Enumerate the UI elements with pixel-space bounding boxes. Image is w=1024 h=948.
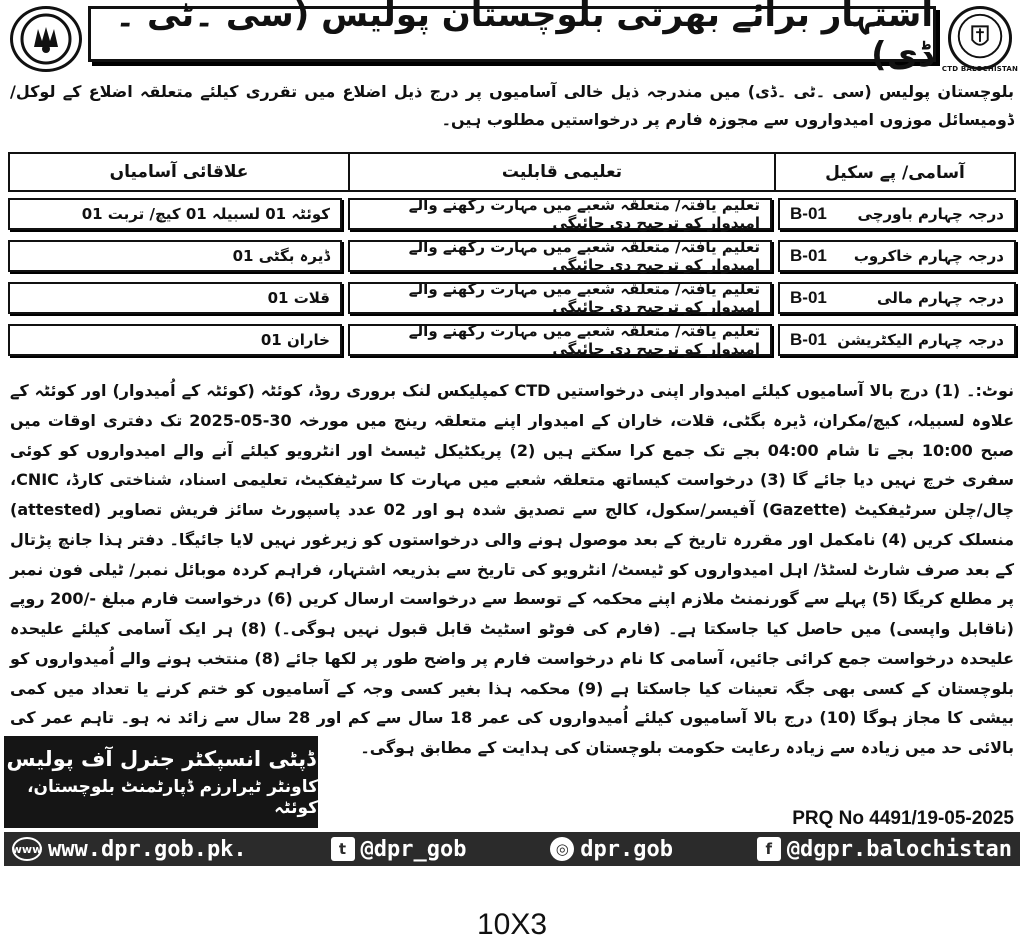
qualification-cell: تعلیم یافتہ/ متعلقہ شعبے میں مہارت رکھنے والے امیدوار کو ترجیح دی جائیگی [348, 324, 772, 356]
instagram-link[interactable] [550, 837, 673, 862]
facebook-link[interactable] [757, 837, 1012, 862]
instagram-icon: ◎ [550, 837, 574, 861]
table-row [8, 198, 1016, 234]
ctd-balochistan-logo [941, 6, 1019, 73]
posts-table [8, 152, 1016, 360]
post-name: درجہ چہارم خاکروب [853, 247, 1004, 265]
notes-paragraph: نوٹ:۔ (1) درج بالا آسامیوں کیلئے امیدوار اپنی درخواستیں CTD کمپلیکس لنک بروری روڈ، کوئٹہ (کوئٹہ کے اُمیدوار) اور کوئٹہ کے علاوہ لسبیلہ، کیچ/مکران، ڈیرہ بگٹی، قلات، خاران کے امیدوار اپنے متعلقہ رینج میں مورخہ 30-05-2025 تک دفتری اوقات میں صبح 10:00 بجے تا شام 04:00 بجے تک جمع کرا سکتے ہیں (2) پریکٹیکل ٹیسٹ اور انٹرویو کیلئے آنے والے امیدواروں کو کوئی سفری خرچ نہیں دیا جائے گا (3) درخواست کیساتھ متعلقہ شعبے میں مہارت کا سرٹیفکیٹ، تعلیمی اسناد، شناختی کارڈ، CNIC، چال/چلن سرٹیفکیٹ (Gazette) آفیسر/سکول، کالج سے تصدیق شدہ ہو اور 02 عدد پاسپورٹ سائز فریش تصاویر (attested) منسلک کریں (4) نامکمل اور مقررہ تاریخ کے بعد موصول ہونے والی درخواستوں کو زیرغور نہیں لایا جائیگا۔ دفتر ہذا جانچ پڑتال کے بعد صرف شارٹ لسٹڈ/ اہل امیدواروں کو ٹیسٹ/ انٹرویو کی تاریخ سے بذریعہ اشتہار، فراہم کردہ موبائل نمبر/ ٹیلی فون نمبر پر مطلع کریگا (5) پہلے سے گورنمنٹ ملازم اپنے محکمہ کے توسط سے درخواست ارسال کریں (6) درخواست فارم مبلغ -/200 روپے (ناقابل واپسی) میں حاصل کیا جاسکتا ہے۔ (فارم کی فوٹو اسٹیٹ قابل قبول نہیں ہوگی۔) (8) ہر ایک آسامی کیلئے علیحدہ علیحدہ درخواست جمع کرائی جائیں، آسامی کا نام درخواست فارم پر واضح طور پر لکھا جائے (8) منتخب ہونے والے اُمیدواروں کو بلوچستان کے کسی بھی جگہ تعینات کیا جاسکتا ہے (9) محکمہ ہذا بغیر کسی وجہ کے آسامیوں کو ختم کرنے یا تعداد میں کمی بیشی کا مجاز ہوگا (10) درج بالا آسامیوں کیلئے اُمیدواروں کی عمر 18 سال سے کم اور 28 سال سے زائد نہ ہو۔ تاہم عمر کی بالائی حد میں زیادہ سے زیادہ رعایت حکومت بلوچستان کی ہدایت کے مطابق ہوگی۔ [10, 381, 1015, 757]
intro-paragraph: بلوچستان پولیس (سی ۔ٹی ۔ڈی) میں مندرجہ ذیل خالی آسامیوں پر درج ذیل اضلاع میں تقرری کیلئے متعلقہ اضلاع کے لوکل/ ڈومیسائل موزوں امیدواروں سے مجوزہ فارم پر درخواستیں مطلوب ہیں۔ [10, 82, 1014, 129]
regions-cell: خاران 01 [8, 324, 342, 356]
website-text: www.dpr.gob.pk. [48, 836, 247, 862]
table-header [8, 152, 1016, 192]
twitter-handle: @dpr_gob [360, 836, 467, 862]
police-emblem-logo [10, 6, 82, 72]
facebook-icon: f [757, 837, 781, 861]
globe-icon: www [12, 837, 42, 861]
page-title: اشتہار برائے بھرتی بلوچستان پولیس (سی ۔ٹی ۔ڈی) [115, 0, 933, 75]
ctd-seal-icon [951, 9, 1009, 67]
twitter-icon: t [331, 837, 355, 861]
regions-cell: کوئٹہ 01 لسبیلہ 01 کیچ/ تربت 01 [8, 198, 342, 230]
prq-number: PRQ No 4491/19-05-2025 [792, 808, 1014, 829]
twitter-link[interactable] [331, 837, 467, 862]
police-emblem-icon [13, 9, 79, 69]
post-name: درجہ چہارم مالی [877, 289, 1004, 307]
header-regional-posts: علاقائی آسامیاں [109, 162, 249, 182]
ctd-logo-text: CTD BALOCHISTAN [941, 65, 1019, 73]
facebook-handle: @dgpr.balochistan [786, 836, 1012, 862]
instagram-handle: dpr.gob [580, 836, 673, 862]
post-cell [778, 240, 1016, 272]
signatory-title: ڈپٹی انسپکٹر جنرل آف پولیس [6, 746, 316, 771]
post-name: درجہ چہارم الیکٹریشن [837, 331, 1004, 349]
signature-block [4, 736, 318, 828]
website-link[interactable] [12, 837, 247, 862]
pay-scale: B-01 [790, 204, 827, 223]
post-cell [778, 282, 1016, 314]
post-cell [778, 324, 1016, 356]
pay-scale: B-01 [790, 288, 827, 307]
table-row [8, 282, 1016, 318]
footer-social-bar [4, 832, 1020, 866]
qualification-cell: تعلیم یافتہ/ متعلقہ شعبے میں مہارت رکھنے والے امیدوار کو ترجیح دی جائیگی [348, 282, 772, 314]
header-qualification: تعلیمی قابلیت [348, 154, 774, 190]
table-row [8, 240, 1016, 276]
pay-scale: B-01 [790, 330, 827, 349]
ad-size-label: 10X3 [476, 908, 548, 941]
qualification-cell: تعلیم یافتہ/ متعلقہ شعبے میں مہارت رکھنے والے امیدوار کو ترجیح دی جائیگی [348, 240, 772, 272]
regions-cell: قلات 01 [8, 282, 342, 314]
advertisement-title-bar [88, 0, 936, 75]
regions-cell: ڈیرہ بگٹی 01 [8, 240, 342, 272]
table-row [8, 324, 1016, 360]
post-name: درجہ چہارم باورچی [857, 205, 1004, 223]
post-cell [778, 198, 1016, 230]
signatory-department: کاونٹر ٹیرارزم ڈپارٹمنٹ بلوچستان، کوئٹہ [27, 776, 318, 818]
header-post-scale: آسامی/ پے سکیل [774, 154, 1014, 190]
qualification-cell: تعلیم یافتہ/ متعلقہ شعبے میں مہارت رکھنے والے امیدوار کو ترجیح دی جائیگی [348, 198, 772, 230]
pay-scale: B-01 [790, 246, 827, 265]
